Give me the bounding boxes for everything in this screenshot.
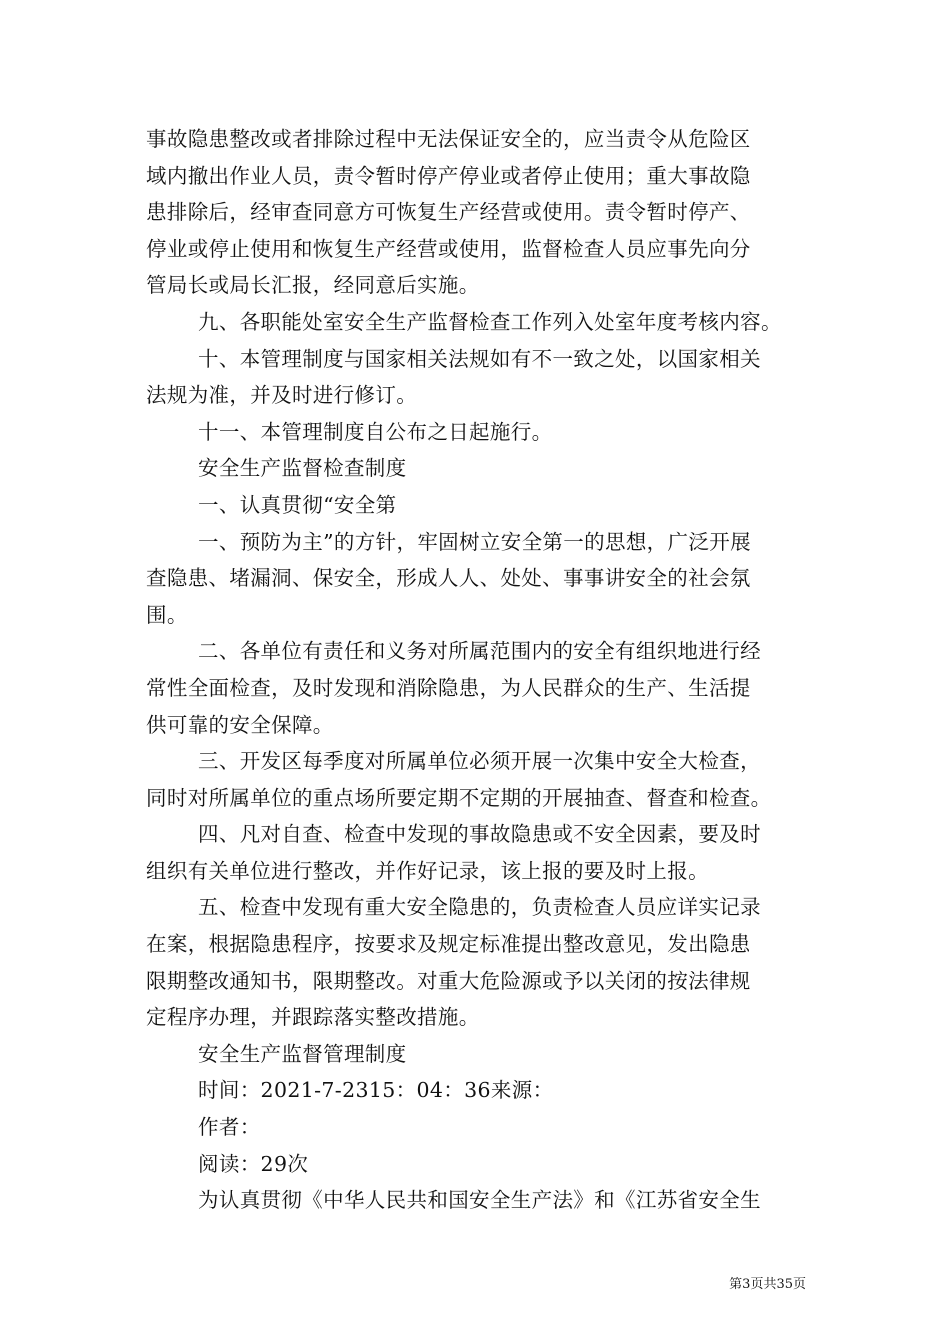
paragraph-start: 二、各单位有责任和义务对所属范围内的安全有组织地进行经	[198, 639, 761, 664]
paragraph-start: 十一、本管理制度自公布之日起施行。	[198, 419, 553, 444]
paragraph-start: 一、预防为主”的方针，牢固树立安全第一的思想，广泛开展	[198, 529, 751, 554]
paragraph-start: 四、凡对自查、检查中发现的事故隐患或不安全因素，要及时	[198, 822, 761, 847]
text-line: 在案，根据隐患程序，按要求及规定标准提出整改意见，发出隐患	[146, 932, 751, 957]
meta-author: 作者：	[198, 1115, 261, 1140]
text-line: 域内撤出作业人员，责令暂时停产停业或者停止使用；重大事故隐	[146, 163, 751, 188]
paragraph-start: 五、检查中发现有重大安全隐患的，负责检查人员应详实记录	[198, 895, 761, 920]
paragraph-start: 为认真贯彻《中华人民共和国安全生产法》和《江苏省安全生	[198, 1188, 761, 1213]
text-line: 围。	[146, 602, 188, 627]
text-line: 组织有关单位进行整改，并作好记录，该上报的要及时上报。	[146, 858, 709, 883]
meta-time: 时间：2021-7-2315：04：36来源：	[198, 1078, 554, 1103]
text-line: 限期整改通知书，限期整改。对重大危险源或予以关闭的按法律规	[146, 968, 751, 993]
text-line: 同时对所属单位的重点场所要定期不定期的开展抽查、督查和检查。	[146, 785, 772, 810]
paragraph-start: 三、开发区每季度对所属单位必须开展一次集中安全大检查，	[198, 749, 761, 774]
text-line: 管局长或局长汇报，经同意后实施。	[146, 273, 480, 298]
text-line: 事故隐患整改或者排除过程中无法保证安全的，应当责令从危险区	[146, 127, 751, 151]
text-line: 供可靠的安全保障。	[146, 712, 334, 737]
paragraph-start: 十、本管理制度与国家相关法规如有不一致之处，以国家相关	[198, 346, 761, 371]
text-line: 常性全面检查，及时发现和消除隐患，为人民群众的生产、生活提	[146, 675, 751, 700]
paragraph-start: 九、各职能处室安全生产监督检查工作列入处室年度考核内容。	[198, 309, 782, 334]
text-line: 定程序办理，并跟踪落实整改措施。	[146, 1005, 480, 1030]
section-heading: 安全生产监督管理制度	[198, 1041, 407, 1066]
page-number: 第3页共35页	[729, 1277, 806, 1292]
text-line: 法规为准，并及时进行修订。	[146, 383, 418, 408]
text-line: 查隐患、堵漏洞、保安全，形成人人、处处、事事讲安全的社会氛	[146, 566, 751, 591]
document-body	[146, 121, 814, 1219]
paragraph-start: 一、认真贯彻“安全第	[198, 492, 397, 517]
text-line: 停业或停止使用和恢复生产经营或使用，监督检查人员应事先向分	[146, 236, 751, 261]
section-heading: 安全生产监督检查制度	[198, 456, 407, 481]
meta-reads: 阅读：29次	[198, 1151, 309, 1176]
text-line: 患排除后，经审查同意方可恢复生产经营或使用。责令暂时停产、	[146, 200, 751, 225]
